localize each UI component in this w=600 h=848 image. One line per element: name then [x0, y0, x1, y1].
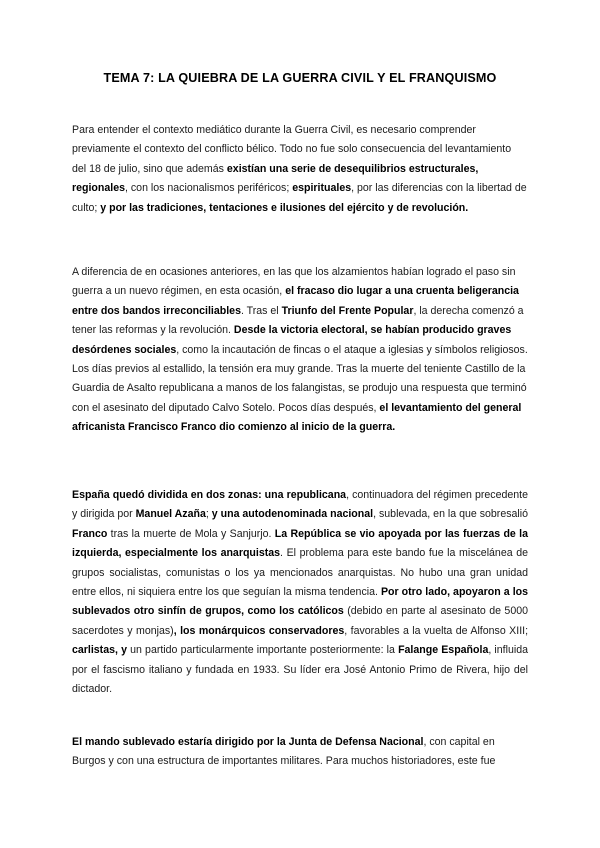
- bold-text-run: Falange Española: [398, 644, 489, 657]
- text-run: . El problema para este bando fue la miscelánea de grupos socialistas, comunistas o los ya mencionados anarquistas. No hubo una gran unidad entre ellos, ni siquiera entre los que seguían la misma tendencia.: [72, 547, 528, 599]
- bold-text-run: y una autodenominada nacional: [211, 508, 374, 521]
- text-run: tras la muerte de Mola y Sanjurjo.: [107, 527, 275, 540]
- text-run: , con capital en Burgos y con una estructura de importantes militares. Para muchos historiadores, este fue: [72, 736, 496, 768]
- text-run: (debido en parte al asesinato de 5000 sacerdotes y monjas): [72, 605, 528, 637]
- text-run: , como la incautación de fincas o el ataque a iglesias y símbolos religiosos. Los días previos al estallido, la tensión era muy grande. Tras la muerte del teniente Castillo de la Guardia de Asalto republicana a manos de los falangistas, se produjo una respuesta que terminó con el asesinato del diputado Calvo Sotelo. Pocos días después,: [72, 343, 528, 414]
- bold-text-run: el levantamiento del general africanista Francisco Franco dio comienzo al inicio de la guerra.: [72, 401, 522, 434]
- bold-text-run: , los monárquicos conservadores: [173, 624, 345, 637]
- paragraph-causes: [72, 263, 528, 438]
- bold-text-run: y por las tradiciones, tentaciones e ilusiones del ejército y de revolución.: [100, 201, 469, 214]
- bold-text-run: La República se vio apoyada por las fuerzas de la izquierda, especialmente los anarquistas: [72, 527, 528, 560]
- text-run: , favorables a la vuelta de Alfonso XIII;: [344, 624, 529, 637]
- bold-text-run: Franco: [72, 527, 108, 540]
- bold-text-run: Triunfo del Frente Popular: [281, 304, 414, 317]
- text-run: , con los nacionalismos periféricos;: [125, 182, 293, 195]
- page-title: TEMA 7: LA QUIEBRA DE LA GUERRA CIVIL Y EL FRANQUISMO: [103, 71, 497, 85]
- text-run: un partido particularmente importante posteriormente: la: [126, 644, 399, 657]
- paragraph-context: [72, 121, 528, 218]
- bold-text-run: existían una serie de desequilibrios estructurales, regionales: [72, 162, 479, 195]
- text-run: , sublevada, en la que sobresalió: [373, 508, 529, 521]
- paragraph-junta: [72, 733, 528, 772]
- bold-text-run: España quedó dividida en dos zonas: una republicana: [72, 489, 347, 501]
- bold-text-run: Manuel Azaña: [135, 508, 206, 521]
- text-run: , la derecha comenzó a tener las reformas y la revolución.: [72, 304, 524, 337]
- text-run: , continuadora del régimen precedente y dirigida por: [72, 489, 528, 521]
- bold-text-run: Desde la victoria electoral, se habían producido graves desórdenes sociales: [72, 324, 512, 356]
- text-run: A diferencia de en ocasiones anteriores, en las que los alzamientos habían logrado el paso sin guerra a un nuevo régimen, en esta ocasión,: [72, 266, 516, 298]
- bold-text-run: espirituales: [292, 182, 352, 195]
- text-run: , influida por el fascismo italiano y fundada en 1933. Su líder era José Antonio Primo de Rivera, hijo del dictador.: [72, 644, 528, 696]
- bold-text-run: Por otro lado, apoyaron a los sublevados otro sinfín de grupos, como los católicos: [72, 586, 529, 618]
- bold-text-run: carlistas, y: [72, 644, 127, 657]
- text-run: Para entender el contexto mediático durante la Guerra Civil, es necesario comprender previamente el contexto del conflicto bélico. Todo no fue solo consecuencia del levantamiento del 18 de julio, sino que además: [72, 124, 512, 175]
- bold-text-run: El mando sublevado estaría dirigido por la Junta de Defensa Nacional: [72, 736, 424, 748]
- text-run: ;: [205, 508, 212, 521]
- paragraph-two-zones: [72, 486, 528, 699]
- text-run: , por las diferencias con la libertad de culto;: [72, 182, 527, 214]
- text-run: . Tras el: [240, 304, 282, 317]
- bold-text-run: el fracaso dio lugar a una cruenta beligerancia entre dos bandos irreconciliables: [72, 285, 519, 317]
